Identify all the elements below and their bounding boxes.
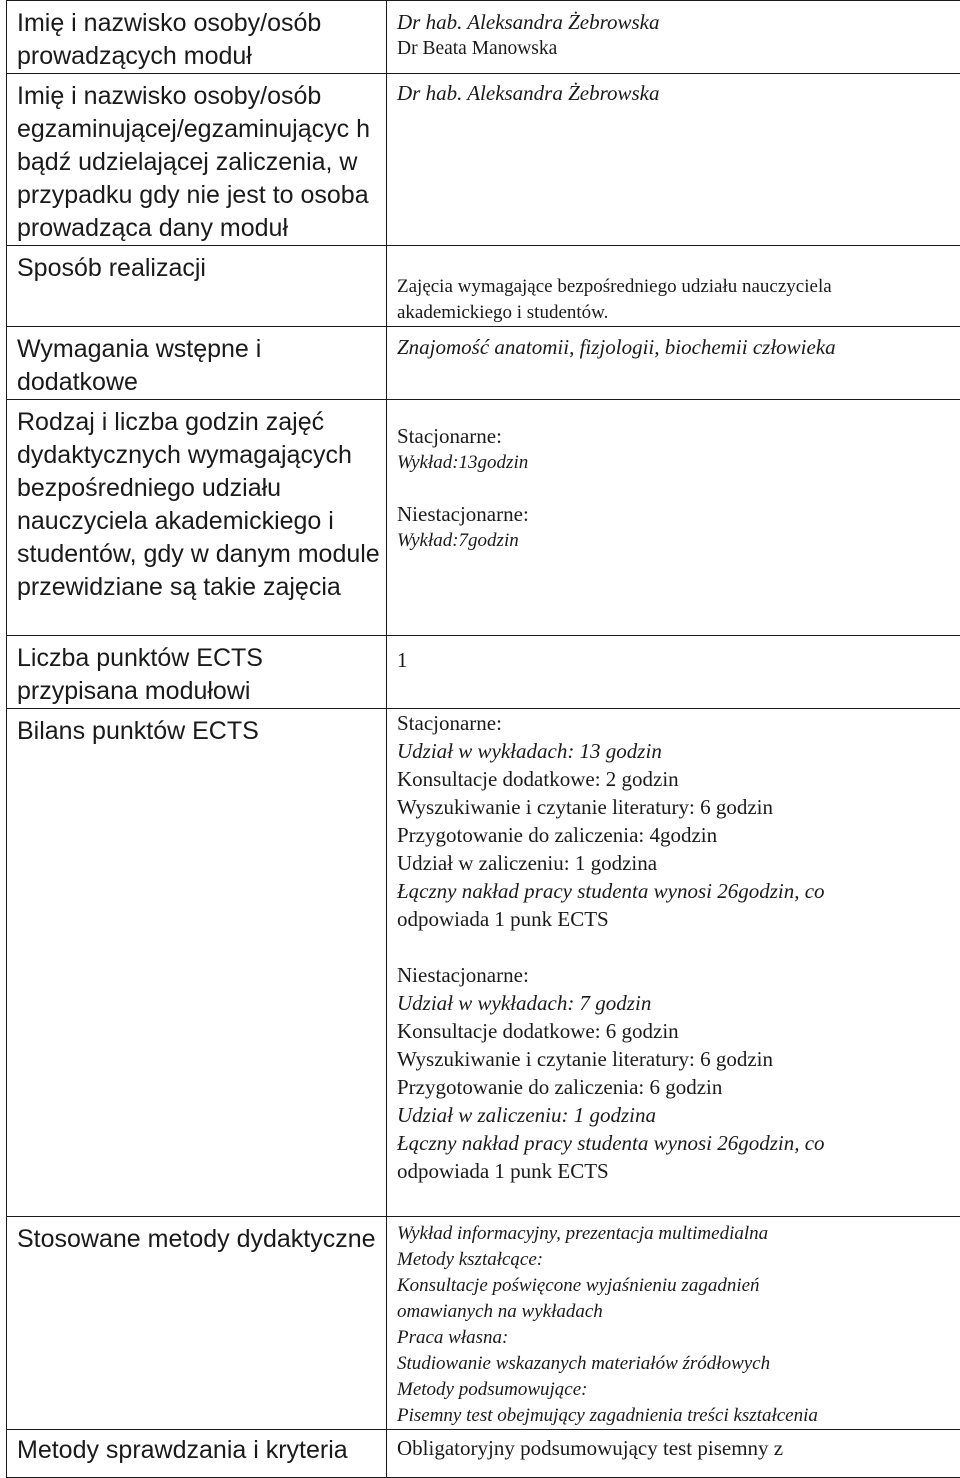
value-examiner [387,74,960,246]
balance-line: Konsultacje dodatkowe: 6 godzin [397,1017,960,1045]
balance-line: Łączny nakład pracy studenta wynosi 26godzin, co [397,1129,960,1157]
method-line: Studiowanie wskazanych materiałów źródłowych [397,1351,960,1377]
method-line: Metody podsumowujące: [397,1377,960,1403]
balance-line: Łączny nakład pracy studenta wynosi 26godzin, co [397,877,960,905]
label-contact-hours: Rodzaj i liczba godzin zajęć dydaktycznych wymagających bezpośredniego udziału nauczyciela akademickiego i studentów, gdy w danym module przewidziane są takie zajęcia [7,400,387,636]
balance-line: Udział w zaliczeniu: 1 godzina [397,849,960,877]
balance-line: Przygotowanie do zaliczenia: 6 godzin [397,1073,960,1101]
row-prerequisites [7,327,960,400]
row-delivery-mode [7,246,960,327]
value-ects-balance [387,709,960,1217]
instructor-name: Dr hab. Aleksandra Żebrowska [397,8,960,36]
ects-points-value: 1 [397,646,960,674]
syllabus-table [6,0,960,1478]
value-assessment-methods [387,1430,960,1478]
value-teaching-methods [387,1217,960,1430]
label-prerequisites: Wymagania wstępne i dodatkowe [7,327,387,400]
value-instructors [387,1,960,74]
value-delivery-mode [387,246,960,327]
row-instructors [7,1,960,74]
method-line: Praca własna: [397,1325,960,1351]
prerequisites-text: Znajomość anatomii, fizjologii, biochemii człowieka [397,333,960,361]
delivery-mode-text: Zajęcia wymagające bezpośredniego udziału nauczyciela [397,274,960,300]
balance-line: Wyszukiwanie i czytanie literatury: 6 godzin [397,793,960,821]
balance-line: Konsultacje dodatkowe: 2 godzin [397,765,960,793]
stationary-hours: Wykład:13godzin [397,450,960,476]
balance-line: Udział w wykładach: 13 godzin [397,737,960,765]
label-examiner: Imię i nazwisko osoby/osób egzaminującej/egzaminującyc h bądź udzielającej zaliczenia, w przypadku gdy nie jest to osoba prowadząca dany moduł [7,74,387,246]
label-ects-points: Liczba punktów ECTS przypisana modułowi [7,636,387,709]
nonstationary-heading: Niestacjonarne: [397,961,960,989]
nonstationary-hours: Wykład:7godzin [397,528,960,554]
label-delivery-mode: Sposób realizacji [7,246,387,327]
balance-line: odpowiada 1 punk ECTS [397,905,960,933]
label-assessment-methods: Metody sprawdzania i kryteria [7,1430,387,1478]
value-ects-points [387,636,960,709]
row-examiner [7,74,960,246]
method-line: Pisemny test obejmujący zagadnienia treści kształcenia [397,1403,960,1429]
label-instructors: Imię i nazwisko osoby/osób prowadzących moduł [7,1,387,74]
method-line: omawianych na wykładach [397,1299,960,1325]
stationary-heading: Stacjonarne: [397,709,960,737]
stationary-heading: Stacjonarne: [397,422,960,450]
row-ects-balance [7,709,960,1217]
examiner-name: Dr hab. Aleksandra Żebrowska [397,79,960,107]
delivery-mode-text: akademickiego i studentów. [397,300,960,326]
balance-line: Wyszukiwanie i czytanie literatury: 6 godzin [397,1045,960,1073]
row-ects-points [7,636,960,709]
label-ects-balance: Bilans punktów ECTS [7,709,387,1217]
row-contact-hours [7,400,960,636]
assessment-text: Obligatoryjny podsumowujący test pisemny z [397,1434,960,1462]
value-contact-hours [387,400,960,636]
method-line: Wykład informacyjny, prezentacja multimedialna [397,1221,960,1247]
method-line: Konsultacje poświęcone wyjaśnieniu zagadnień [397,1273,960,1299]
balance-line: odpowiada 1 punk ECTS [397,1157,960,1185]
instructor-name: Dr Beata Manowska [397,36,960,62]
balance-line: Udział w zaliczeniu: 1 godzina [397,1101,960,1129]
nonstationary-heading: Niestacjonarne: [397,500,960,528]
balance-line: Przygotowanie do zaliczenia: 4godzin [397,821,960,849]
value-prerequisites [387,327,960,400]
method-line: Metody kształcące: [397,1247,960,1273]
row-assessment-methods [7,1430,960,1478]
label-teaching-methods: Stosowane metody dydaktyczne [7,1217,387,1430]
balance-line: Udział w wykładach: 7 godzin [397,989,960,1017]
row-teaching-methods [7,1217,960,1430]
